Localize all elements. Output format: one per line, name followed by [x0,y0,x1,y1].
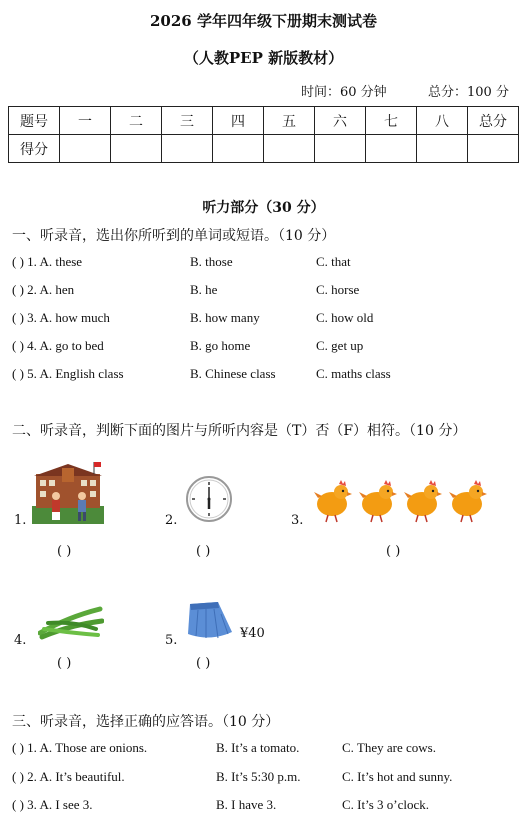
time-limit: 时间：60 分钟 [301,85,387,100]
picture-4-answer-blank[interactable]: ( ) [57,656,72,671]
score-input-cell[interactable] [468,135,519,163]
score-input-cell[interactable] [315,135,366,163]
score-table-score-row [9,135,519,163]
score-cell: 七 [366,107,417,135]
part1-q1[interactable]: ( ) 1. A. these [12,254,83,269]
part1-heading: 一、听录音，选出你所听到的单词或短语。（10 分） [12,228,336,244]
picture-1-label: 1. [14,513,27,528]
green-beans-icon [38,603,104,643]
score-input-cell[interactable] [162,135,213,163]
part3-q2[interactable]: ( ) 2. A. It’s beautiful. [12,769,125,784]
part3-q2-option-b[interactable]: B. It’s 5:30 p.m. [216,769,301,784]
picture-3-answer-blank[interactable]: ( ) [386,544,401,559]
part3-q3-option-c[interactable]: C. It’s 3 o’clock. [342,797,430,812]
part1-q4-option-c[interactable]: C. get up [316,338,364,353]
picture-2-label: 2. [165,513,178,528]
part1-q4[interactable]: ( ) 4. A. go to bed [12,338,104,353]
part3-q3[interactable]: ( ) 3. A. I see 3. [12,797,93,812]
part3-q1-option-b[interactable]: B. It’s a tomato. [216,740,300,755]
part3-q1[interactable]: ( ) 1. A. Those are onions. [12,740,148,755]
score-input-cell[interactable] [111,135,162,163]
part1-q5-option-c[interactable]: C. maths class [316,366,391,381]
score-input-cell[interactable] [60,135,111,163]
picture-4-label: 4. [14,633,27,648]
score-cell: 八 [417,107,468,135]
part3-q1-option-c[interactable]: C. They are cows. [342,740,436,755]
clock-icon [185,475,233,523]
listening-section-title: 听力部分（30 分） [202,200,325,216]
part1-q5-option-b[interactable]: B. Chinese class [190,366,276,381]
score-input-cell[interactable] [417,135,468,163]
price-tag: ¥40 [240,626,265,641]
paper-subtitle: （人教PEP 新版教材） [183,49,344,67]
score-cell: 总分 [468,107,519,135]
paper-title: 2026 学年四年级下册期末测试卷 [150,12,377,30]
picture-5-answer-blank[interactable]: ( ) [196,656,211,671]
part1-q1-option-b[interactable]: B. those [190,254,233,269]
total-score: 总分：100 分 [428,85,509,100]
score-cell: 一 [60,107,111,135]
picture-1-answer-blank[interactable]: ( ) [57,544,72,559]
picture-2-answer-blank[interactable]: ( ) [196,544,211,559]
score-cell: 五 [264,107,315,135]
part1-q2-option-b[interactable]: B. he [190,282,218,297]
part3-q3-option-b[interactable]: B. I have 3. [216,797,277,812]
part3-q2-option-c[interactable]: C. It’s hot and sunny. [342,769,453,784]
part1-q3-option-b[interactable]: B. how many [190,310,260,325]
score-table-header-row [9,107,519,135]
score-cell: 得分 [9,135,60,163]
part1-q4-option-b[interactable]: B. go home [190,338,251,353]
picture-3-label: 3. [291,513,304,528]
score-table [8,106,519,163]
school-icon [32,462,104,524]
score-cell: 题号 [9,107,60,135]
part1-q3-option-c[interactable]: C. how old [316,310,374,325]
part3-heading: 三、听录音，选择正确的应答语。（10 分） [12,714,280,730]
part1-q3[interactable]: ( ) 3. A. how much [12,310,110,325]
score-input-cell[interactable] [366,135,417,163]
score-input-cell[interactable] [213,135,264,163]
score-cell: 四 [213,107,264,135]
score-cell: 六 [315,107,366,135]
part1-q2-option-c[interactable]: C. horse [316,282,360,297]
part1-q2[interactable]: ( ) 2. A. hen [12,282,75,297]
part2-heading: 二、听录音，判断下面的图片与所听内容是（T）否（F）相符。（10 分） [12,423,467,439]
skirt-icon [184,600,236,642]
score-cell: 二 [111,107,162,135]
part1-q1-option-c[interactable]: C. that [316,254,351,269]
hen-icon [312,478,490,524]
picture-5-label: 5. [165,633,178,648]
score-input-cell[interactable] [264,135,315,163]
part1-q5[interactable]: ( ) 5. A. English class [12,366,124,381]
score-cell: 三 [162,107,213,135]
